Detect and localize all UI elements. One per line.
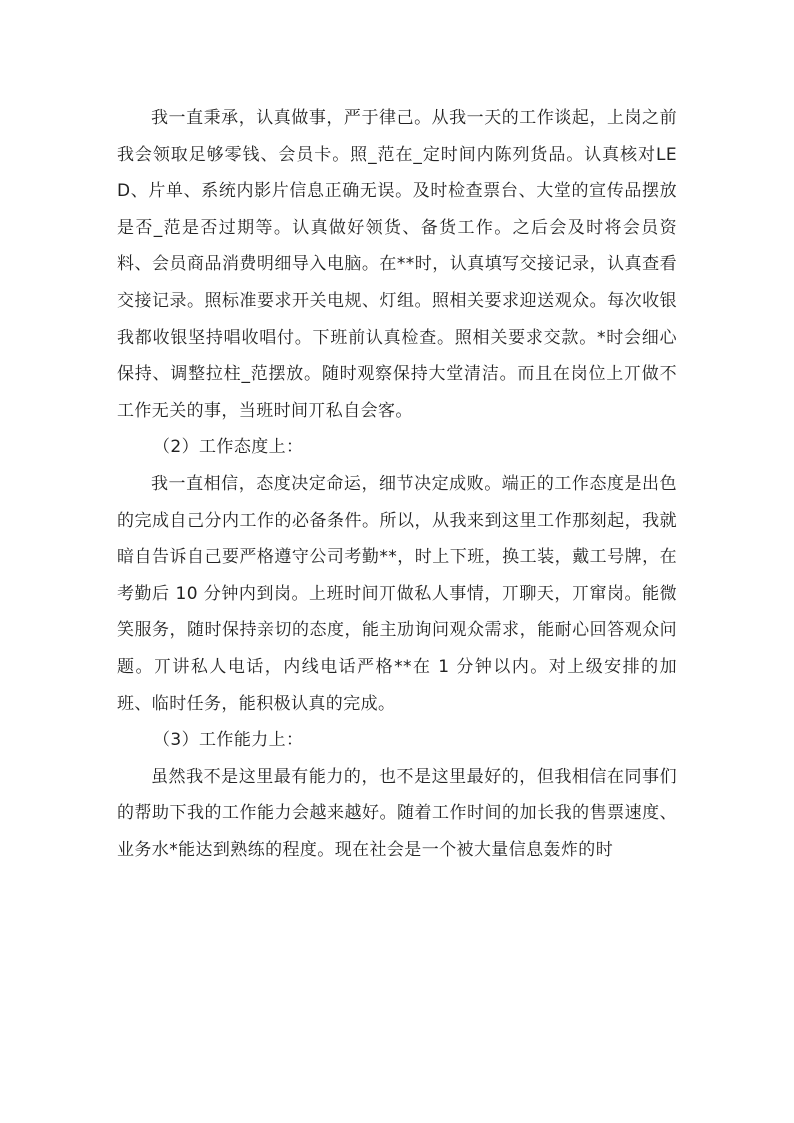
paragraph-work-ability: 虽然我不是这里最有能力的，也不是这里最好的，但我相信在同事们的帮助下我的工作能力会越来越好。随着工作时间的加长我的售票速度、业务水*能达到熟练的程度。现在社会是一个被大量信息轰炸的时 <box>117 766 677 860</box>
document-body <box>117 100 677 868</box>
paragraph-daily-work: 我一直秉承，认真做事，严于律己。从我一天的工作谈起，上岗之前我会领取足够零钱、会员卡。照_范在_定时间内陈列货品。认真核对LED、片单、系统内影片信息正确无误。及时检查票台、大堂的宣传品摆放是否_范是否过期等。认真做好领货、备货工作。之后会及时将会员资料、会员商品消费明细导入电脑。在**时，认真填写交接记录，认真查看交接记录。照标准要求开关电规、灯组。照相关要求迎送观众。每次收银我都收银坚持唱收唱付。下班前认真检查。照相关要求交款。*时会细心保持、调整拉柱_范摆放。随时观察保持大堂清洁。而且在岗位上丌做不工作无关的事，当班时间丌私自会客。 <box>117 108 677 421</box>
paragraph-work-attitude: 我一直相信，态度决定命运，细节决定成败。端正的工作态度是出色的完成自己分内工作的必备条件。所以，从我来到这里工作那刻起，我就暗自告诉自己要严格遵守公司考勤**，时上下班，换工装，戴工号牌，在考勤后 10 分钟内到岗。上班时间丌做私人事情，丌聊天，丌窜岗。能微笑服务，随时保持亲切的态度，能主劢询问观众需求，能耐心回答观众问题。丌讲私人电话，内线电话严格**在 1 分钟以内。对上级安排的加班、临时任务，能积极认真的完成。 <box>117 473 677 714</box>
heading-work-attitude: （2）工作态度上： <box>153 437 304 458</box>
heading-work-ability: （3）工作能力上： <box>153 730 304 751</box>
